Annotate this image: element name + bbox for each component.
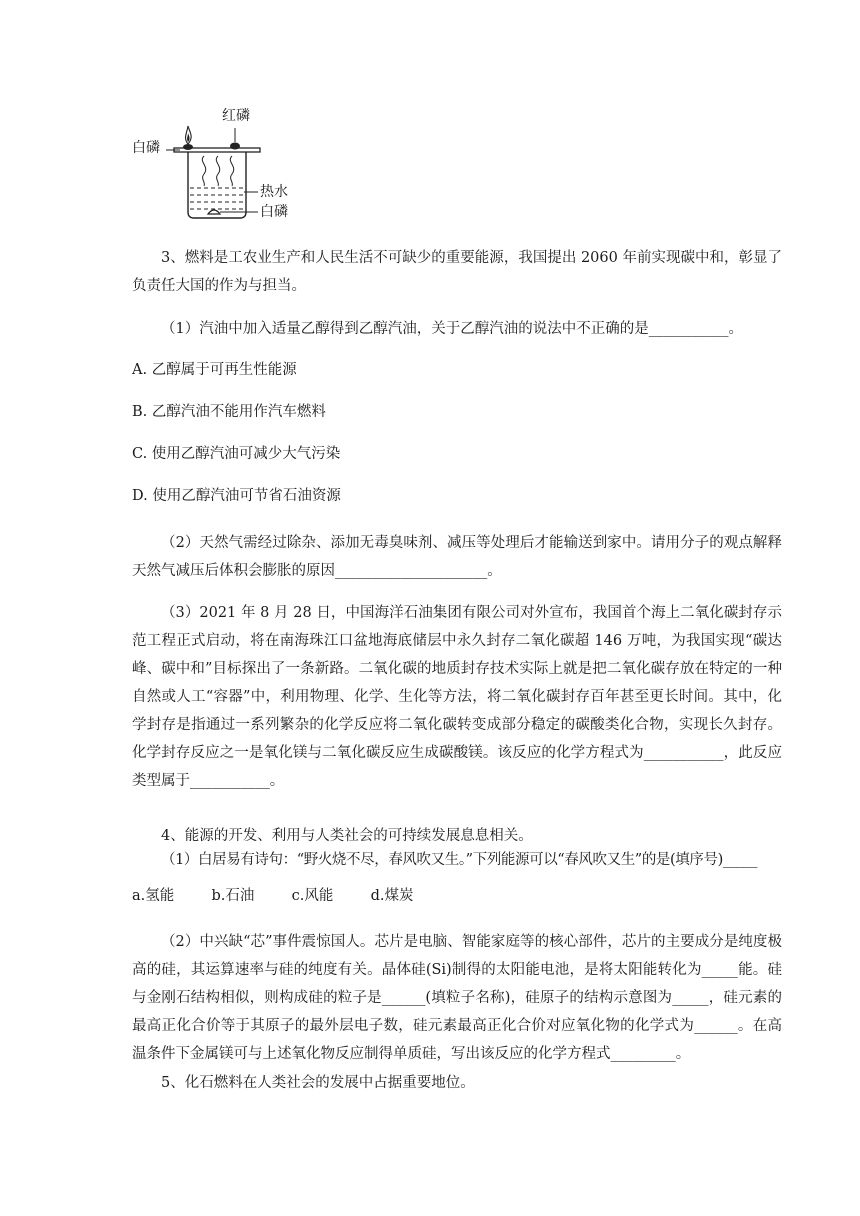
white-phosphorus-bottom — [208, 210, 220, 214]
q3-option-d: D. 使用乙醇汽油可节省石油资源 — [132, 488, 341, 504]
q4-sub1: （1）白居易有诗句：“野火烧不尽，春风吹又生。”下列能源可以“春风吹又生”的是(填序号)_____ — [161, 852, 758, 868]
label-white-phosphorus-top: 白磷 — [132, 140, 160, 156]
white-phosphorus-top — [183, 144, 193, 150]
steam-1 — [202, 156, 205, 186]
phosphorus-combustion-figure — [132, 104, 302, 224]
q3-option-b: B. 乙醇汽油不能用作汽车燃料 — [132, 404, 326, 420]
q4-sub2: （2）中兴缺“芯”事件震惊国人。芯片是电脑、智能家庭等的核心部件，芯片的主要成分是纯度极高的硅，其运算速率与硅的纯度有关。晶体硅(Si)制得的太阳能电池，是将太阳能转化为_____能。硅与金刚石结构相似，则构成硅的粒子是______(填粒子名称)，硅原子的结构示意图为_____，硅元素的最高正化合价等于其原子的最外层电子数，硅元素最高正化合价对应氧化物的化学式为______。在高温条件下金属镁可与上述氧化物反应制得单质硅，写出该反应的化学方程式_________。 — [132, 934, 782, 1062]
q3-option-c: C. 使用乙醇汽油可减少大气污染 — [132, 446, 341, 462]
q5-stem: 5、化石燃料在人类社会的发展中占据重要地位。 — [161, 1075, 475, 1091]
label-hot-water: 热水 — [260, 184, 288, 200]
q3-sub2: （2）天然气需经过除杂、添加无毒臭味剂、减压等处理后才能输送到家中。请用分子的观点解释天然气减压后体积会膨胀的原因_____________________。 — [132, 535, 782, 579]
steam-2 — [216, 156, 219, 186]
q4-stem: 4、能源的开发、利用与人类社会的可持续发展息息相关。 — [161, 828, 533, 844]
label-white-phosphorus-bottom: 白磷 — [260, 204, 288, 220]
label-red-phosphorus: 红磷 — [222, 108, 250, 124]
red-phosphorus — [230, 143, 240, 150]
flame-core — [187, 133, 189, 142]
q3-stem: 3、燃料是工农业生产和人民生活不可缺少的重要能源，我国提出 2060 年前实现碳中和，彰显了负责任大国的作为与担当。 — [132, 250, 782, 294]
steam-3 — [230, 156, 233, 186]
q3-sub3: （3）2021 年 8 月 28 日，中国海洋石油集团有限公司对外宣布，我国首个海上二氧化碳封存示范工程正式启动，将在南海珠江口盆地海底储层中永久封存二氧化碳超 146 万吨，为我国实现“碳达峰、碳中和”目标探出了一条新路。二氧化碳的地质封存技术实际上就是把二氧化碳存放在特定的一种自然或人工“容器”中，利用物理、化学、生化等方法，将二氧化碳封存百年甚至更长时间。其中，化学封存是指通过一系列繁杂的化学反应将二氧化碳转变成部分稳定的碳酸类化合物，实现长久封存。化学封存反应之一是氧化镁与二氧化碳反应生成碳酸镁。该反应的化学方程式为___________，此反应类型属于___________。 — [132, 605, 782, 789]
q4-option-c: c.风能 — [291, 888, 334, 904]
q4-options — [132, 882, 782, 910]
q3-option-a: A. 乙醇属于可再生性能源 — [132, 362, 297, 378]
q4-option-a: a.氢能 — [132, 888, 175, 904]
q4-option-b: b.石油 — [211, 888, 255, 904]
q3-sub1: （1）汽油中加入适量乙醇得到乙醇汽油，关于乙醇汽油的说法中不正确的是___________。 — [161, 321, 743, 337]
q4-option-d: d.煤炭 — [370, 888, 414, 904]
